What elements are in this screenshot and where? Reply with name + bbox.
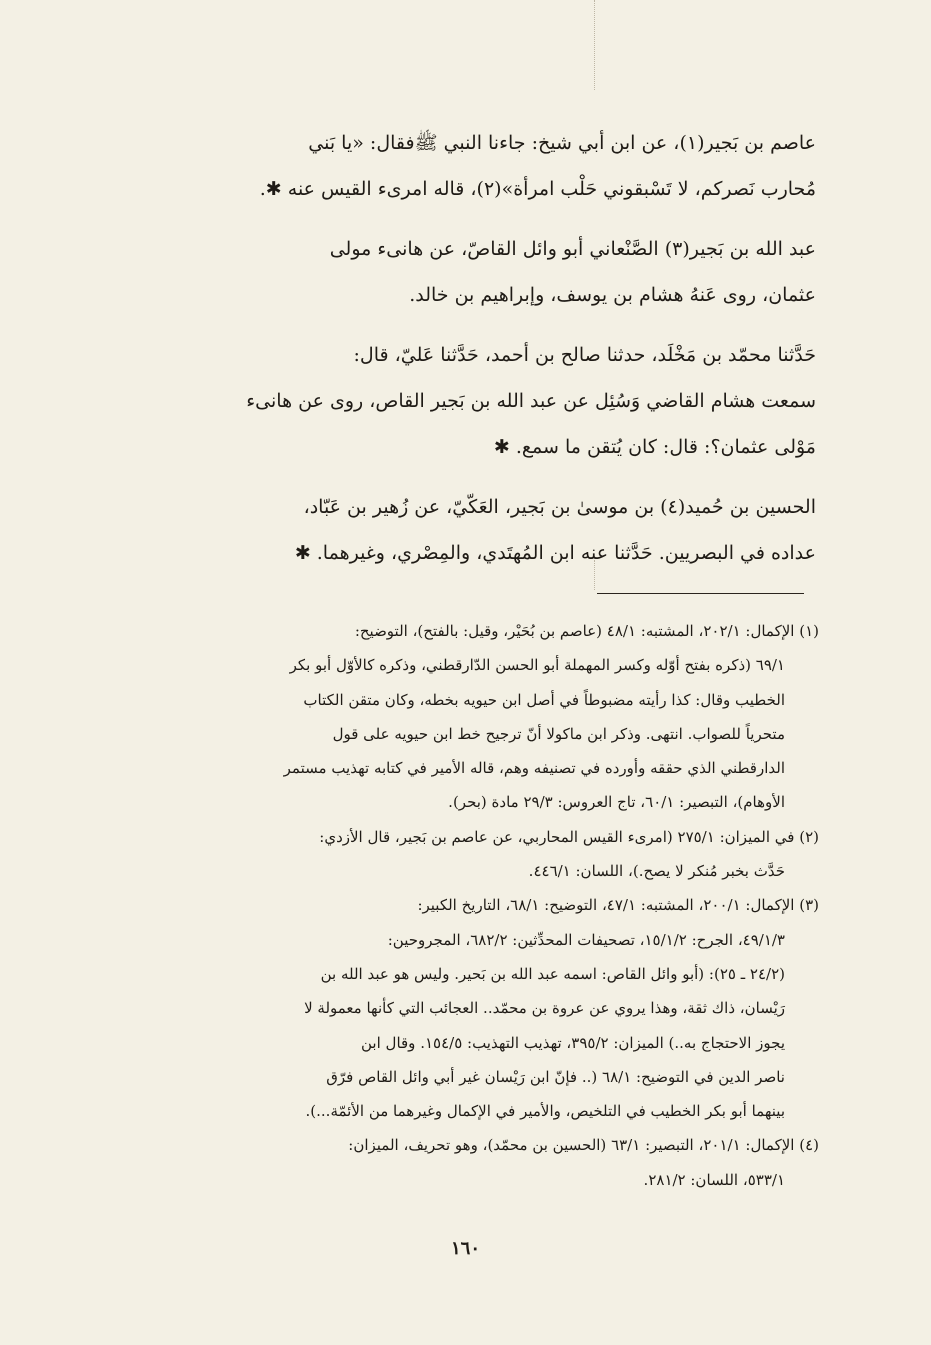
footnote-line: الدارقطني الذي حققه وأورده في تصنيفه وهم، قاله الأمير في كتابه تهذيب مستمر xyxy=(283,759,785,778)
entry-abdullah-bin-bajir xyxy=(116,226,816,318)
footnotes xyxy=(119,614,819,1197)
footnote-4 xyxy=(119,1128,819,1197)
footnote-line: (٤) الإكمال: ٢٠١/١، التبصير: ٦٣/١ (الحسين بن محمّد)، وهو تحريف، الميزان: xyxy=(348,1136,819,1155)
footnote-line: ٥٣٣/١، اللسان: ٢٨١/٢. xyxy=(643,1170,785,1189)
footnote-line: الخطيب وقال: كذا رأيته مضبوطاً في أصل ابن حيويه بخطه، وكان متقن الكتاب xyxy=(303,690,785,709)
scan-artifact xyxy=(594,0,595,90)
footnote-line: ٤٩/١/٣، الجرح: ١٥/١/٢، تصحيفات المحدِّثين: ٦٨٢/٢، المجروحين: xyxy=(387,930,785,949)
entry-asim-bin-bajir xyxy=(116,120,816,212)
footnote-line: يجوز الاحتجاج به..) الميزان: ٣٩٥/٢، تهذيب التهذيب: ١٥٤/٥. وقال ابن xyxy=(361,1033,785,1052)
footnote-2 xyxy=(119,820,819,889)
page-number: ١٦٠ xyxy=(450,1238,480,1259)
footnote-line: حَدَّث بخبر مُنكر لا يصح.)، اللسان: ٤٤٦/١. xyxy=(528,862,785,881)
entry-husayn-bin-humayd xyxy=(116,484,816,576)
footnote-line: (١) الإكمال: ٢٠٢/١، المشتبه: ٤٨/١ (عاصم بن بُحَيْر، وقيل: بالفتح)، التوضيح: xyxy=(354,622,819,640)
text-line: عبد الله بن بَجير(٣) الصَّنْعاني أبو وائل القاصّ، عن هانىء مولى xyxy=(329,238,816,260)
footnote-divider xyxy=(597,593,804,594)
footnote-line: (٣) الإكمال: ٢٠٠/١، المشتبه: ٤٧/١، التوضيح: ٦٨/١، التاريخ الكبير: xyxy=(417,896,819,915)
footnote-line: ٦٩/١ (ذكره بفتح أوّله وكسر المهملة أبو الحسن الدّارقطني، وذكره كالأوّل أبو بكر xyxy=(289,656,785,675)
footnote-1 xyxy=(119,614,819,820)
text-line: مَوْلى عثمان؟: قال: كان يُتقن ما سمع. ✱ xyxy=(493,436,816,458)
footnote-line: ناصر الدين في التوضيح: ٦٨/١ (.. فإنّ ابن رَيْسان غير أبي وائل القاص فرّق xyxy=(326,1067,785,1086)
text-line: عداده في البصريين. حَدَّثنا عنه ابن المُهتَدي، والمِصْري، وغيرهما. ✱ xyxy=(294,542,816,564)
footnote-line: رَيْسان، ذاك ثقة، وهذا يروي عن عروة بن محمّد.. العجائب التي كأنها معمولة لا xyxy=(304,999,785,1018)
text-line: سمعت هشام القاضي وَسُئِل عن عبد الله بن بَجير القاص، روى عن هانىء xyxy=(246,390,816,412)
text-line: مُحارب نَصركم، لا تَسْبقوني حَلْب امرأة»(٢)، قاله امرىء القيس عنه ✱. xyxy=(259,178,816,200)
footnote-3 xyxy=(119,888,819,1128)
footnote-line: بينهما أبو بكر الخطيب في التلخيص، والأمير في الإكمال وغيرهما من الأئمّة...). xyxy=(305,1102,785,1121)
text-line: حَدَّثنا محمّد بن مَخْلَد، حدثنا صالح بن أحمد، حَدَّثنا عَليّ، قال: xyxy=(353,344,816,366)
footnote-line: (٢٤/٢ ـ ٢٥): (أبو وائل القاص: اسمه عبد الله بن بَحير. وليس هو عبد الله بن xyxy=(320,964,785,983)
text-line: الحسين بن حُميد(٤) بن موسىٰ بن بَجير، العَكّيّ، عن زُهير بن عَبّاد، xyxy=(303,496,816,518)
footnote-line: (٢) في الميزان: ٢٧٥/١ (امرىء القيس المحاربي، عن عاصم بن بَجير، قال الأزدي: xyxy=(319,827,819,846)
entry-isnad-narration xyxy=(116,332,816,470)
main-text xyxy=(116,120,816,590)
text-line: عاصم بن بَجير(١)، عن ابن أبي شيخ: جاءنا النبي ﷺفقال: «يا بَني xyxy=(308,132,816,154)
footnote-line: متحرياً للصواب. انتهى. وذكر ابن ماكولا أنّ ترجيح خط ابن حيويه على قول xyxy=(332,724,785,743)
footnote-line: الأوهام)، التبصير: ٦٠/١، تاج العروس: ٢٩/٣ مادة (بحر). xyxy=(448,793,785,812)
text-line: عثمان، روى عَنهُ هشام بن يوسف، وإبراهيم بن خالد. xyxy=(409,284,816,306)
